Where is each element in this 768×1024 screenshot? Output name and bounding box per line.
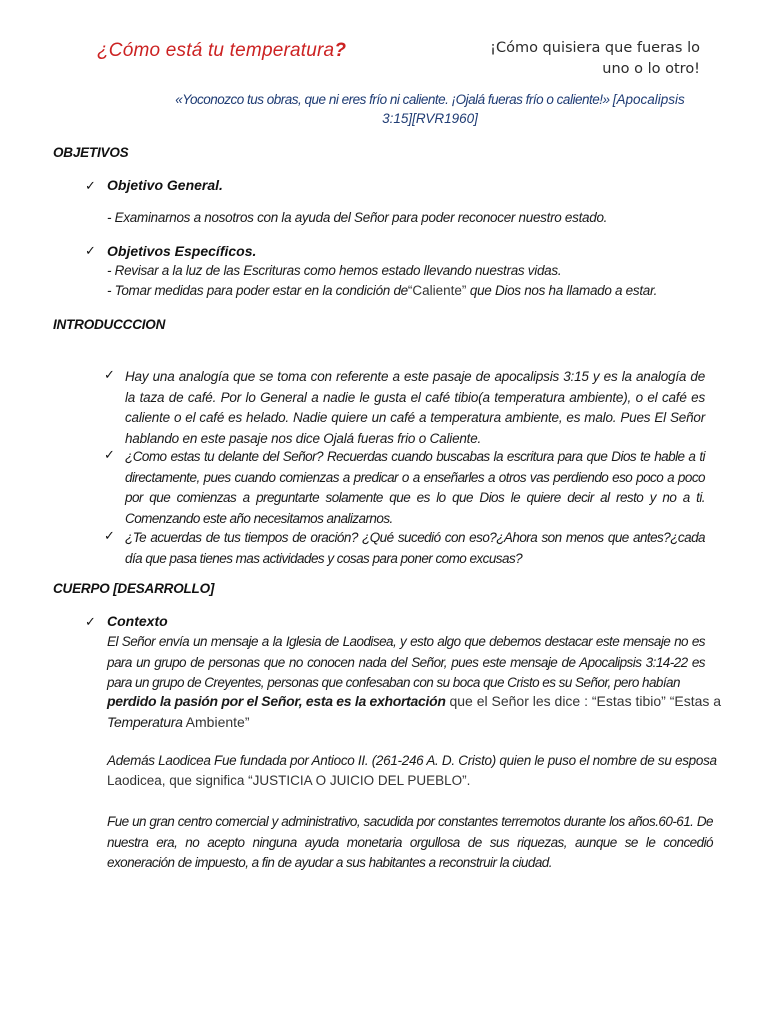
temperatura-text: Temperatura [107,714,183,730]
objetivos-especificos-line2 [107,283,657,298]
objetivos-especificos-line1: - Revisar a la luz de las Escrituras como hemos estado llevando nuestras vidas. [107,263,562,278]
contexto-light-text: que el Señor les dice : “Estas tibio” “Estas a [445,693,722,709]
header-quote-line1: ¡Cómo quisiera que fueras lo [490,40,700,56]
check-mark-icon: ✓ [104,447,115,462]
contexto-paragraph-1: El Señor envía un mensaje a la Iglesia de Laodisea, y esto algo que debemos destacar este mensaje no es para un grupo de personas que no conocen nada del Señor, pues este mensaje de Apocalipsis 3:14-22 es para un grupo de Creyentes, personas que confesaban con su boca que Cristo es su Señor, pero habían [107,634,705,690]
verse-reference-end: 3:15][RVR1960] [382,111,478,126]
objetivos-especificos-line2-a: - Tomar medidas para poder estar en la condición de [107,283,408,298]
contexto-paragraph-3: Fue un gran centro comercial y administrativo, sacudida por constantes terremotos durante los años.60-61. De nuestra era, no acepto ninguna ayuda monetaria orgullosa de sus riquezas, aunque se le concedió exoneración de impuesto, a fin de ayudar a sus habitantes a reconstruir la ciudad. [107,814,713,870]
check-mark-icon: ✓ [104,367,115,382]
check-mark-icon: ✓ [85,614,96,629]
objetivos-especificos-title: Objetivos Específicos. [107,243,257,259]
check-mark-icon: ✓ [85,178,96,193]
header-quote-line2: uno o lo otro! [602,61,700,77]
title-question-mark: ? [334,40,347,61]
ambiente-text: Ambiente” [182,714,250,730]
introduccion-heading: INTRODUCCCION [53,317,166,332]
check-mark-icon: ✓ [85,243,96,258]
contexto-paragraph-2-line2: Laodicea, que significa “JUSTICIA O JUICIO DEL PUEBLO”. [107,773,471,788]
objetivos-heading: OBJETIVOS [53,145,129,160]
verse-reference-start: [Apocalipsis [612,92,685,107]
bible-verse [150,90,710,128]
document-title [97,40,346,62]
contexto-paragraph-1-end [107,714,250,730]
check-mark-icon: ✓ [104,528,115,543]
contexto-paragraph-2-line1: Además Laodicea Fue fundada por Antioco II. (261-246 A. D. Cristo) quien le puso el nombre de su esposa [107,753,717,768]
header-quote [440,38,700,80]
contexto-bold-text: perdido la pasión por el Señor, esta es la exhortación [107,693,446,709]
objetivos-especificos-line2-c: que Dios nos ha llamado a estar. [466,283,658,298]
caliente-quote: “Caliente” [407,283,467,298]
contexto-title: Contexto [107,613,168,629]
introduccion-item-1: Hay una analogía que se toma con referente a este pasaje de apocalipsis 3:15 y es la analogía de la taza de café. Por lo General a nadie le gusta el café tibio(a temperatura ambiente), o el café es caliente o el café es helado. Nadie quiere un café a temperatura ambiente, es malo. Pues El Señor hablando en este pasaje nos dice Ojalá fueras frio o Caliente. [125,369,705,446]
contexto-paragraph-1-emphasis [107,693,721,709]
introduccion-item-3: ¿Te acuerdas de tus tiempos de oración? ¿Qué sucedió con eso?¿Ahora son menos que antes?¿cada día que pasa tienes mas actividades y cosas para poner como excusas? [125,530,705,566]
cuerpo-heading: CUERPO [DESARROLLO] [53,581,215,596]
introduccion-item-2: ¿Como estas tu delante del Señor? Recuerdas cuando buscabas la escritura para que Dios te hable a ti directamente, pues cuando comienzas a predicar o a enseñarles a otros vas perdiendo eso poco a poco por que comienzas a preguntarte solamente que es lo que Dios le quiere decir al resto y no a ti. Comenzando este año necesitamos analizarnos. [125,449,705,526]
objetivo-general-text: - Examinarnos a nosotros con la ayuda del Señor para poder reconocer nuestro estado. [107,210,608,225]
verse-text: «Yoconozco tus obras, que ni eres frío ni caliente. ¡Ojalá fueras frío o caliente!» [175,92,613,107]
title-text: ¿Cómo está tu temperatura [97,40,335,61]
objetivo-general-title: Objetivo General. [107,177,223,193]
